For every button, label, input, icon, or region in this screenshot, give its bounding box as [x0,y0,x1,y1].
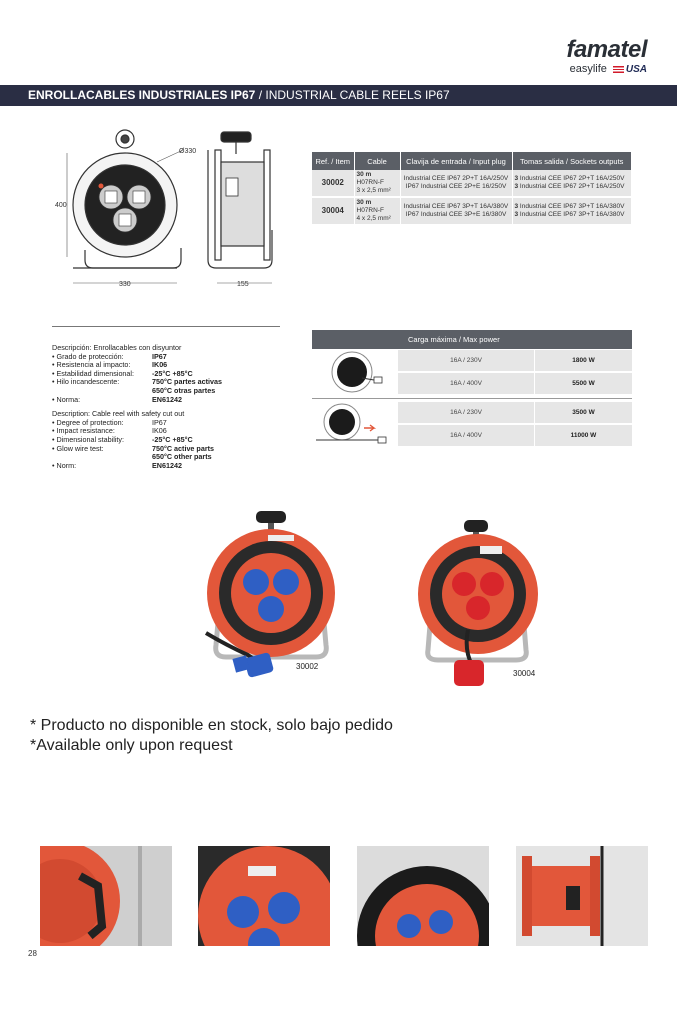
divider [52,326,280,327]
desc-es-item: • Norma: EN61242 [52,394,182,404]
row-plug: Industrial CEE IP67 3P+T 16A/380V IP67 Industrial CEE 3P+E 16/380V [400,197,512,225]
detail-photo-1 [40,846,172,946]
power-row: 16A / 230V 3500 W [398,402,632,423]
desc-en-item: • Glow wire test: 750°C active parts [52,443,215,453]
title-normal: / INDUSTRIAL CABLE REELS IP67 [255,88,450,102]
row-cable: 30 m H07RN-F 3 x 2,5 mm² [354,170,400,197]
desc-es-item: • Estabilidad dimensional: -25°C +85°C [52,368,193,378]
dim-height: 400 [55,202,67,209]
max-power-header: Carga máxima / Max power [312,330,632,349]
desc-en-item: • Norm: EN61242 [52,460,182,470]
header-outputs: Tomas salida / Sockets outputs [512,152,632,170]
spec-header-row [312,152,632,170]
desc-en-heading: Description: Cable reel with safety cut out [52,409,185,419]
dim-depth: 155 [237,281,249,288]
page-number: 28 [28,949,37,958]
header-ref: Ref. / Item [312,152,354,170]
table-row [312,197,632,225]
dim-width: 330 [119,281,131,288]
table-row [312,170,632,197]
desc-es-item: • Resistencia al impacto: IK06 [52,360,168,370]
power-group-reel-uncoiled [312,402,632,448]
brand-name: famatel [566,36,647,63]
product-ref-30002: 30002 [296,662,319,671]
product-ref-30004: 30004 [513,669,536,678]
desc-en-item: • Degree of protection: IP67 [52,417,167,427]
spec-table [312,152,632,226]
desc-en-item: 650°C other parts [152,452,212,462]
power-group-reel-coiled [312,350,632,396]
desc-es-item: • Hilo incandescente: 750°C partes activas [52,377,223,387]
header-cable: Cable [354,152,400,170]
brand-usa-label: USA [625,63,647,75]
row-ref: 30004 [312,197,354,225]
product-photo-30002 [196,505,346,695]
desc-es-item: • Grado de protección: IP67 [52,351,167,361]
description [52,344,292,470]
brand-logo [566,38,647,75]
header-plug: Clavija de entrada / Input plug [400,152,512,170]
product-photo-30004 [398,500,548,690]
detail-photo-4 [516,846,648,946]
row-outputs: 3 Industrial CEE IP67 2P+T 16A/250V 3 Industrial CEE IP67 2P+T 16A/250V [512,170,632,197]
title-bold: ENROLLACABLES INDUSTRIALES IP67 [28,88,256,102]
row-outputs: 3 Industrial CEE IP67 3P+T 16A/380V 3 Industrial CEE IP67 3P+T 16A/380V [512,197,632,225]
max-power-table [312,330,632,448]
note-es: * Producto no disponible en stock, solo bajo pedido [30,717,393,734]
row-cable: 30 m H07RN-F 4 x 2,5 mm² [354,197,400,225]
brand-tagline: easylife [569,63,607,75]
desc-es-heading: Descripción: Enrollacables con disyuntor [52,343,182,352]
brand-usa [613,64,647,75]
row-ref: 30002 [312,170,354,197]
uncoiled-reel-icon [312,402,398,446]
power-row: 16A / 230V 1800 W [398,350,632,371]
desc-es-item: 650°C otras partes [152,385,216,395]
desc-en-item: • Dimensional stability: -25°C +85°C [52,434,193,444]
brand-tagline-row [566,63,647,75]
section-title [0,85,677,106]
coiled-reel-icon [312,350,398,394]
detail-photo-3 [357,846,489,946]
availability-note [30,716,393,756]
technical-drawing [45,120,285,295]
desc-en-item: • Impact resistance: IK06 [52,426,167,436]
power-divider [312,398,632,399]
dim-diameter: Ø330 [179,148,197,155]
power-row: 16A / 400V 5500 W [398,373,632,394]
power-row: 16A / 400V 11000 W [398,425,632,446]
us-flag-icon [613,66,624,73]
row-plug: Industrial CEE IP67 2P+T 16A/250V IP67 Industrial CEE 2P+E 16/250V [400,170,512,197]
note-en: *Available only upon request [30,737,233,754]
detail-photo-2 [198,846,330,946]
